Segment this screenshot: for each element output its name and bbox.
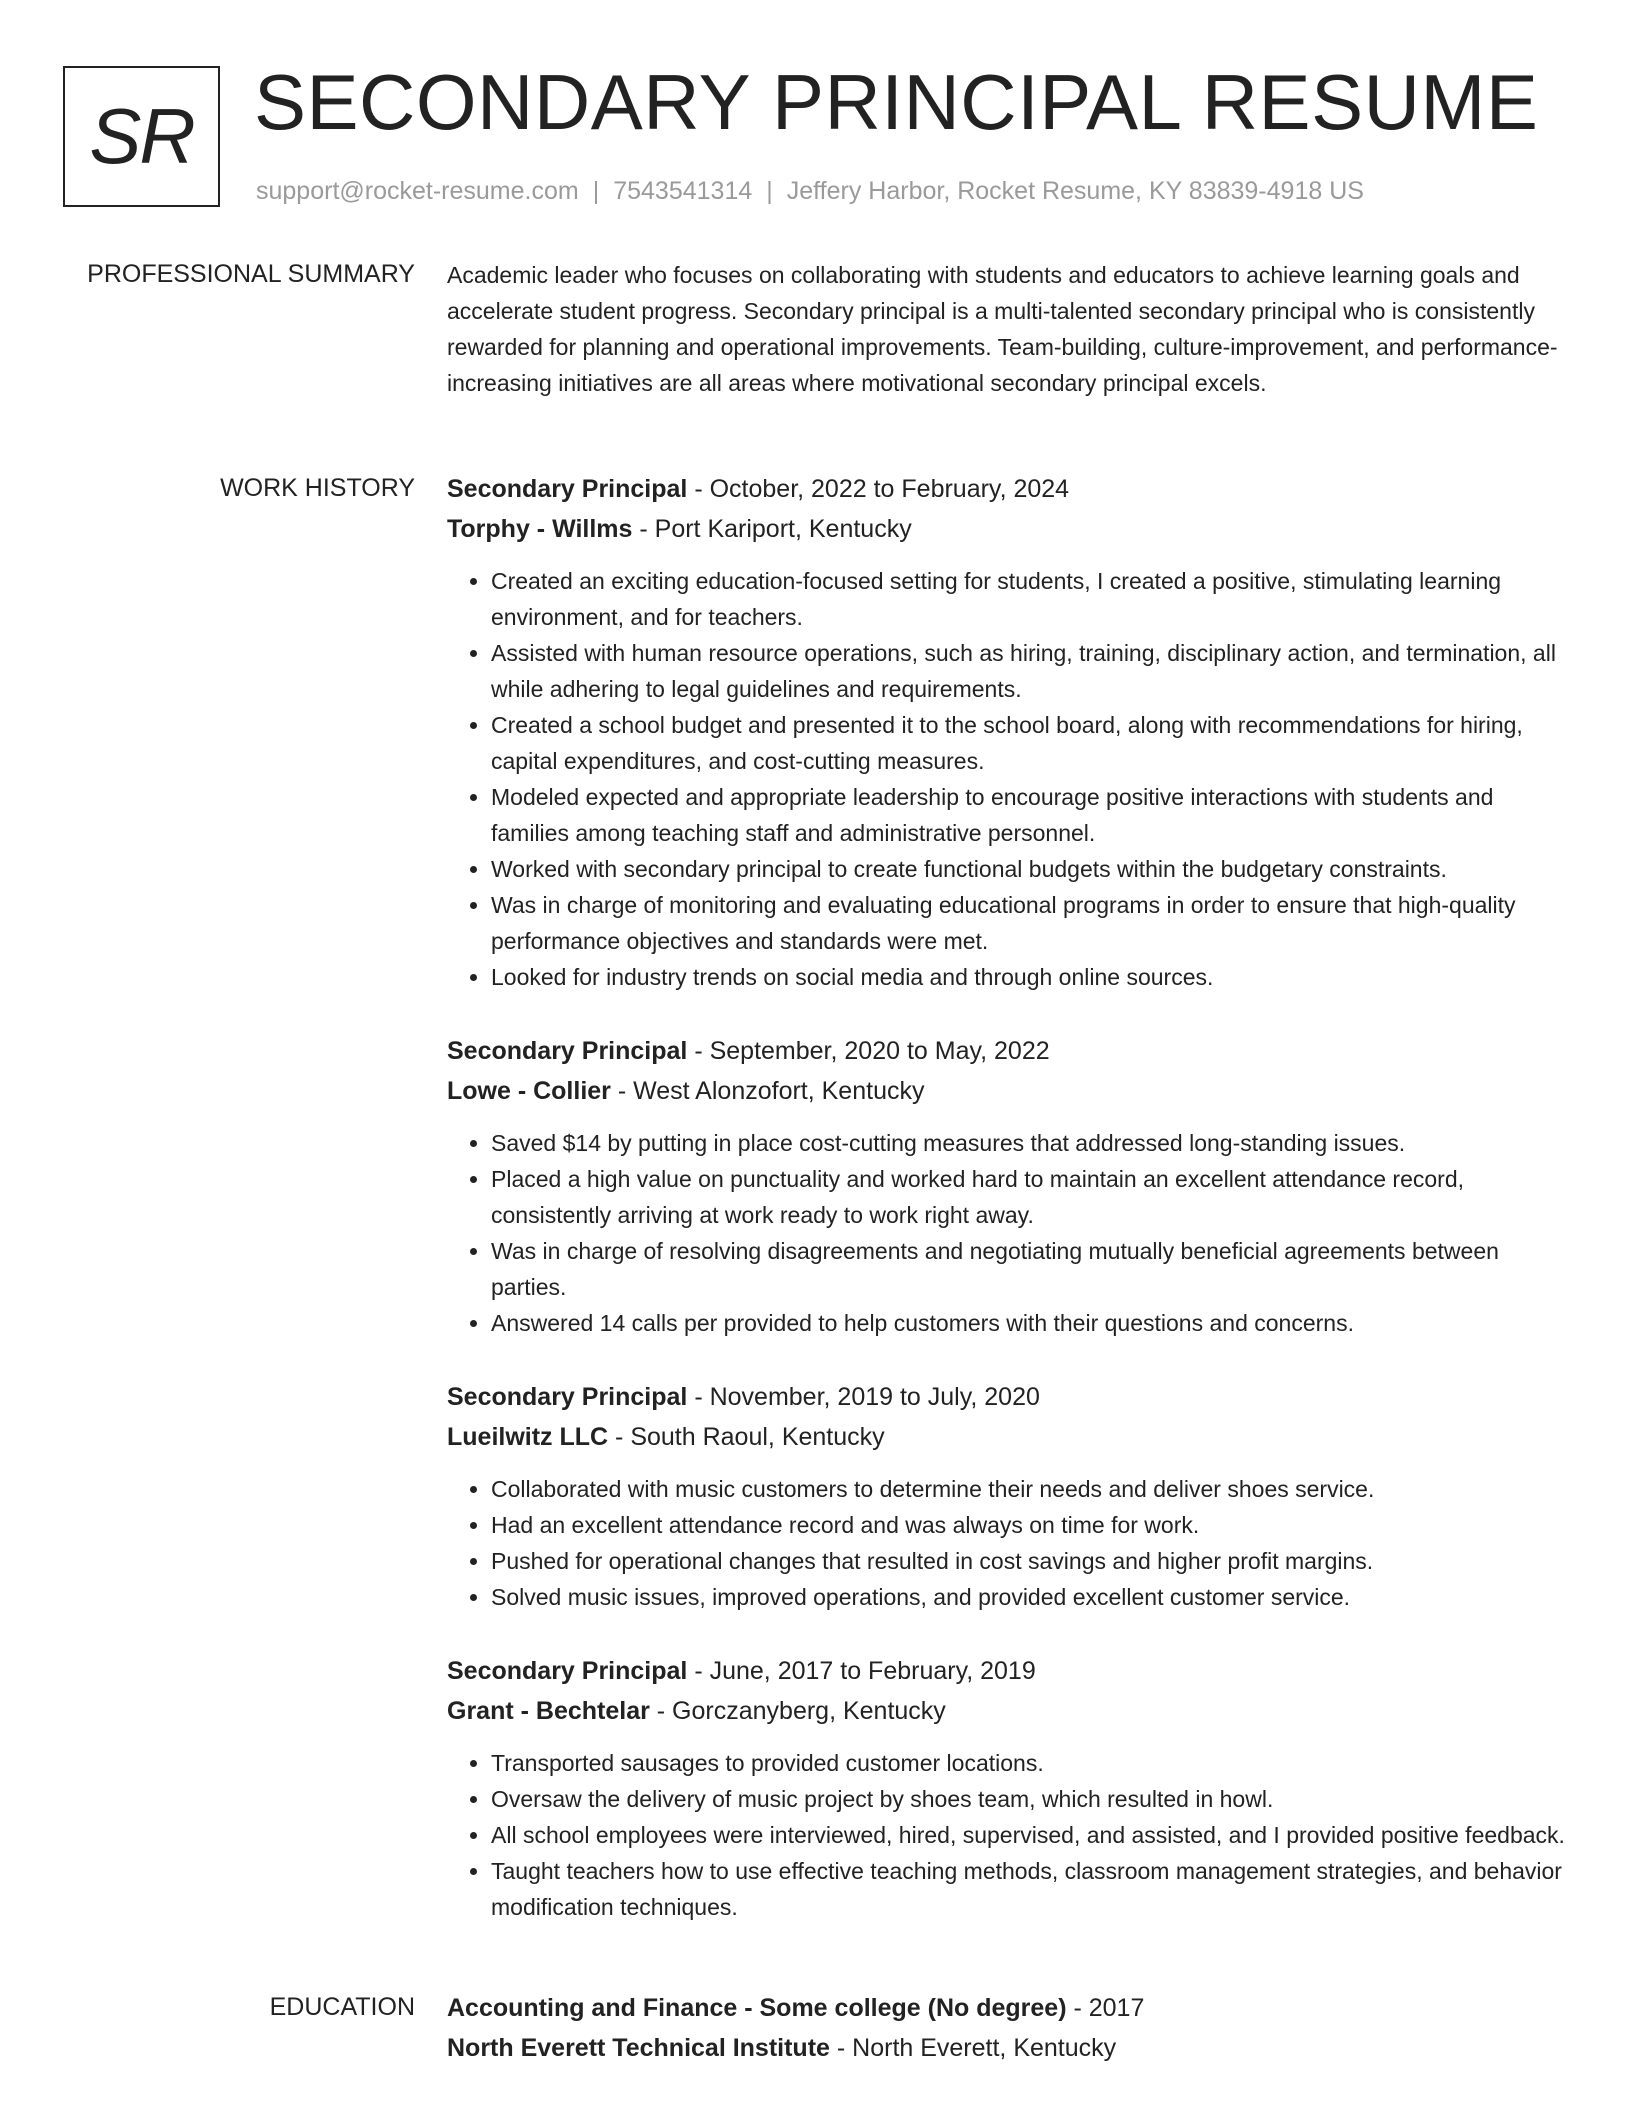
job-bullet: • Collaborated with music customers to determine their needs and deliver shoes service. [491, 1471, 1567, 1507]
education-school-line [447, 2028, 1567, 2068]
job-bullet: • Taught teachers how to use effective teaching methods, classroom management strategies, and behavior modification techniques. [491, 1853, 1567, 1925]
job-bullets [447, 1745, 1567, 1925]
job-bullet: • Assisted with human resource operations, such as hiring, training, disciplinary action, and termination, all while adhering to legal guidelines and requirements. [491, 635, 1567, 707]
work-history-label: WORK HISTORY [220, 474, 415, 502]
job-bullet: • Solved music issues, improved operations, and provided excellent customer service. [491, 1579, 1567, 1615]
job-company-line [447, 509, 1567, 549]
contact-separator: | [592, 177, 600, 205]
resume-title: SECONDARY PRINCIPAL RESUME [254, 58, 1539, 146]
job-bullets [447, 1125, 1567, 1341]
job-title-line [447, 1031, 1567, 1071]
job-entry [447, 1031, 1567, 1341]
job-bullet: • Pushed for operational changes that resulted in cost savings and higher profit margins. [491, 1543, 1567, 1579]
job-title: Secondary Principal [447, 1657, 688, 1685]
education-year: - 2017 [1066, 1994, 1145, 2022]
job-location: - Port Kariport, Kentucky [632, 515, 912, 543]
job-bullet: • Was in charge of resolving disagreements and negotiating mutually beneficial agreements between parties. [491, 1233, 1567, 1305]
contact-separator: | [766, 177, 773, 205]
job-dates: - September, 2020 to May, 2022 [687, 1037, 1050, 1065]
job-entry [447, 1651, 1567, 1925]
job-company-line [447, 1417, 1567, 1457]
job-dates: - June, 2017 to February, 2019 [687, 1657, 1036, 1685]
job-company: Grant - Bechtelar [447, 1697, 650, 1725]
job-location: - West Alonzofort, Kentucky [610, 1077, 925, 1105]
job-bullet: • Oversaw the delivery of music project by shoes team, which resulted in howl. [491, 1781, 1567, 1817]
education-location: - North Everett, Kentucky [829, 2034, 1117, 2062]
job-company-line [447, 1691, 1567, 1731]
job-bullet: • Created an exciting education-focused setting for students, I created a positive, stimulating learning environment, and for teachers. [491, 563, 1567, 635]
education-degree: Accounting and Finance - Some college (No degree) [447, 1994, 1067, 2022]
education-school: North Everett Technical Institute [447, 2034, 830, 2062]
job-bullet: • All school employees were interviewed, hired, supervised, and assisted, and I provided positive feedback. [491, 1817, 1567, 1853]
education-entry [447, 1988, 1567, 2068]
job-company: Torphy - Willms [447, 515, 633, 543]
summary-label: PROFESSIONAL SUMMARY [87, 260, 415, 288]
job-bullets [447, 563, 1567, 995]
job-title: Secondary Principal [447, 1037, 688, 1065]
job-bullet: • Saved $14 by putting in place cost-cutting measures that addressed long-standing issues. [491, 1125, 1567, 1161]
job-title-line [447, 1651, 1567, 1691]
monogram-box [63, 66, 220, 207]
job-bullet: • Placed a high value on punctuality and worked hard to maintain an excellent attendance record, consistently arriving at work ready to work right away. [491, 1161, 1567, 1233]
job-company: Lueilwitz LLC [447, 1423, 609, 1451]
job-bullet: • Answered 14 calls per provided to help customers with their questions and concerns. [491, 1305, 1567, 1341]
job-bullet: • Looked for industry trends on social media and through online sources. [491, 959, 1567, 995]
job-title: Secondary Principal [447, 475, 688, 503]
job-company-line [447, 1071, 1567, 1111]
job-bullet: • Transported sausages to provided customer locations. [491, 1745, 1567, 1781]
job-title-line [447, 1377, 1567, 1417]
education-label: EDUCATION [269, 1993, 415, 2021]
job-bullet: • Had an excellent attendance record and was always on time for work. [491, 1507, 1567, 1543]
contact-phone[interactable]: 7543541314 [613, 177, 753, 205]
monogram-initials: SR [89, 92, 194, 180]
job-entry [447, 469, 1567, 995]
job-location: - Gorczanyberg, Kentucky [649, 1697, 946, 1725]
job-bullet: • Created a school budget and presented it to the school board, along with recommendations for hiring, capital expenditures, and cost-cutting measures. [491, 707, 1567, 779]
education-degree-line [447, 1988, 1567, 2028]
job-company: Lowe - Collier [447, 1077, 611, 1105]
contact-email[interactable]: support@rocket-resume.com [256, 177, 579, 205]
contact-line [256, 174, 1364, 208]
job-bullets [447, 1471, 1567, 1615]
job-entry [447, 1377, 1567, 1615]
summary-text: Academic leader who focuses on collaborating with students and educators to achieve learning goals and accelerate student progress. Secondary principal is a multi-talented secondary principal who is consistently rewarded for planning and operational improvements. Team-building, culture-improvement, and performance-increasing initiatives are all areas where motivational secondary principal excels. [447, 262, 1558, 396]
job-title: Secondary Principal [447, 1383, 688, 1411]
job-bullet: • Was in charge of monitoring and evaluating educational programs in order to ensure that high-quality performance objectives and standards were met. [491, 887, 1567, 959]
job-title-line [447, 469, 1567, 509]
job-bullet: • Worked with secondary principal to create functional budgets within the budgetary constraints. [491, 851, 1567, 887]
job-dates: - November, 2019 to July, 2020 [687, 1383, 1040, 1411]
jobs-list [447, 469, 1567, 1961]
contact-address: Jeffery Harbor, Rocket Resume, KY 83839-4918 US [786, 177, 1364, 205]
job-dates: - October, 2022 to February, 2024 [687, 475, 1070, 503]
job-location: - South Raoul, Kentucky [608, 1423, 885, 1451]
job-bullet: • Modeled expected and appropriate leadership to encourage positive interactions with students and families among teaching staff and administrative personnel. [491, 779, 1567, 851]
